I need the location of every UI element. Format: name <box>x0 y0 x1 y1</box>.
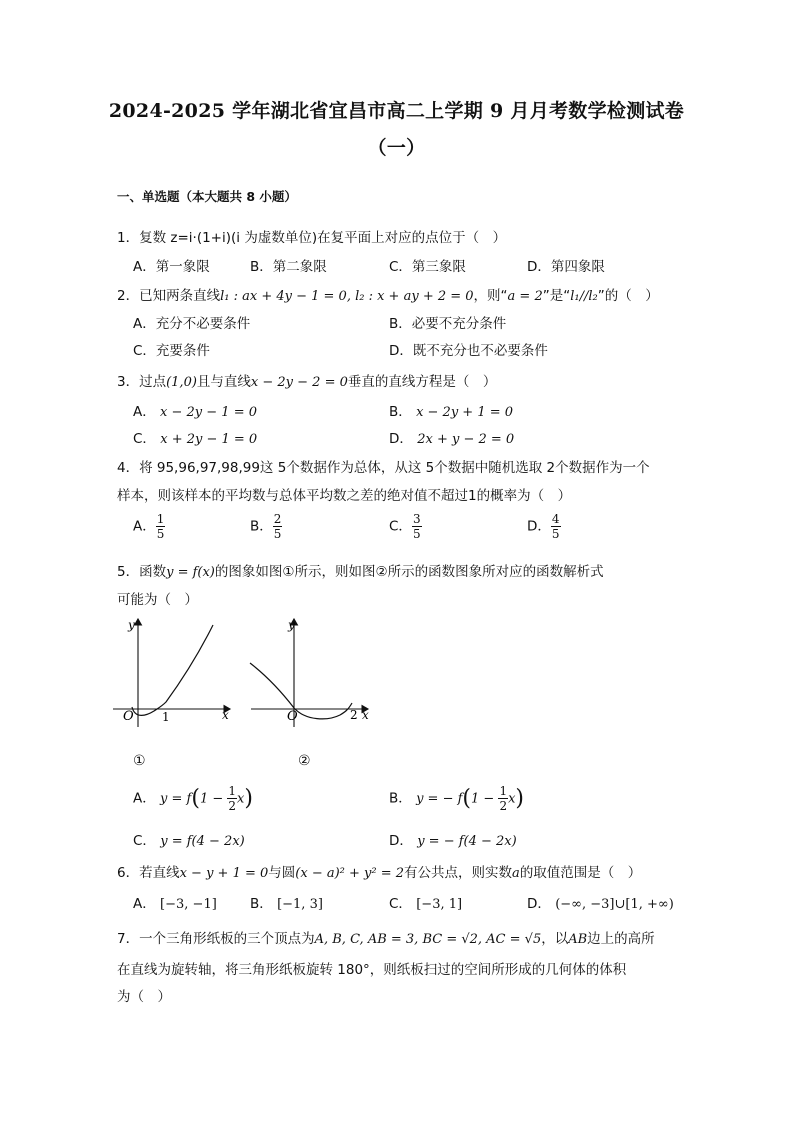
denominator: 5 <box>273 527 282 541</box>
question-3-option-a <box>133 400 257 420</box>
question-1-option-a: A．第一象限 <box>133 259 210 275</box>
q2-text: 2．已知两条直线 <box>117 288 221 304</box>
question-6-option-a <box>133 892 217 912</box>
q5-text: 5．函数 <box>117 564 167 580</box>
option-math: x <box>508 791 516 807</box>
option-label: B． <box>389 404 412 420</box>
figure-1-graph <box>110 615 235 730</box>
question-2-option-d: D．既不充分也不必要条件 <box>389 343 548 359</box>
option-math: 2x + y − 2 = 0 <box>417 432 515 447</box>
q2-text: ”的（ ） <box>597 288 659 304</box>
option-label: C． <box>133 431 156 447</box>
question-1-option-d: D．第四象限 <box>527 259 605 275</box>
function-curve <box>132 625 213 715</box>
option-label: A． <box>133 790 156 807</box>
question-4-option-d <box>527 512 561 541</box>
fraction <box>156 512 166 541</box>
option-math: y = − f(4 − 2x) <box>417 834 517 849</box>
option-label: D． <box>527 518 551 535</box>
fraction <box>273 512 283 541</box>
option-label: C． <box>389 896 412 912</box>
question-3-option-b <box>389 400 513 420</box>
option-math: [−3, −1] <box>160 897 217 912</box>
question-3-stem <box>117 370 496 390</box>
origin-label: O <box>123 709 134 724</box>
question-5-option-c <box>133 829 245 849</box>
question-3-option-d <box>389 427 514 447</box>
y-axis-label: y <box>128 618 135 632</box>
option-math: y = f <box>160 791 192 807</box>
x-axis-label: x <box>362 708 369 722</box>
q3-point-math: (1,0) <box>166 375 197 390</box>
q7-text: ，以 <box>541 931 569 947</box>
question-5-option-a <box>133 784 253 813</box>
question-7-stem-line-3: 为（ ） <box>117 989 171 1005</box>
option-math: [−1, 3] <box>277 897 323 912</box>
question-1-stem: 1．复数 z=i·(1+i)(i 为虚数单位)在复平面上对应的点位于（ ） <box>117 230 507 246</box>
question-1-option-c: C．第三象限 <box>389 259 466 275</box>
q7-triangle-math: A, B, C, AB = 3, BC = √2, AC = √5 <box>314 932 542 947</box>
q2-lines-math: l₁ : ax + 4y − 1 = 0, l₂ : x + ay + 2 = 0 <box>220 289 474 304</box>
q6-text: 的取值范围是（ ） <box>519 865 642 881</box>
numerator: 3 <box>412 512 421 526</box>
paren: ( <box>191 786 200 811</box>
q7-text: 7．一个三角形纸板的三个顶点为 <box>117 931 315 947</box>
question-4-option-a <box>133 512 165 541</box>
question-5-option-d <box>389 829 517 849</box>
section-heading: 一、单选题（本大题共 8 小题） <box>117 189 297 204</box>
q2-text: ，则“ <box>473 288 508 304</box>
option-math: [−3, 1] <box>416 897 463 912</box>
q6-text: 6．若直线 <box>117 865 180 881</box>
q7-edge-math: AB <box>568 932 588 947</box>
q3-text: 且与直线 <box>196 374 251 390</box>
option-label: C． <box>133 833 156 849</box>
origin-label: O <box>287 709 298 724</box>
figure-1-label: ① <box>133 753 146 769</box>
option-label: B． <box>389 790 412 807</box>
question-4-stem-line-2: 样本，则该样本的平均数与总体平均数之差的绝对值不超过1的概率为（ ） <box>117 488 572 504</box>
question-6-stem <box>117 861 641 881</box>
question-3-option-c <box>133 427 257 447</box>
exam-title-subtitle: （一） <box>367 137 426 159</box>
question-1-option-b: B．第二象限 <box>250 259 327 275</box>
question-5-stem <box>117 560 604 580</box>
option-math: (−∞, −3]∪[1, +∞) <box>555 897 674 912</box>
question-6-option-d <box>527 892 674 912</box>
q2-text: ”是“ <box>542 288 571 304</box>
paren: ( <box>462 786 471 811</box>
paren: ) <box>244 786 253 811</box>
q3-text: 3．过点 <box>117 374 167 390</box>
fraction <box>551 512 561 541</box>
option-label: D． <box>389 431 413 447</box>
question-2-option-c: C．充要条件 <box>133 343 210 359</box>
question-7-stem <box>117 927 655 947</box>
figure-2-label: ② <box>298 753 311 769</box>
question-4-option-b <box>250 512 282 541</box>
x-tick-label: 1 <box>162 710 170 724</box>
denominator: 5 <box>412 527 421 541</box>
numerator: 4 <box>551 512 560 526</box>
numerator: 1 <box>499 784 508 798</box>
question-4-stem-line-1: 4．将 95,96,97,98,99这 5个数据作为总体，从这 5个数据中随机选取 2个数据作为一个 <box>117 460 650 476</box>
option-math: x + 2y − 1 = 0 <box>160 432 258 447</box>
q5-text: 的图象如图①所示，则如图②所示的函数图象所对应的函数解析式 <box>214 564 604 580</box>
option-label: B． <box>250 896 273 912</box>
question-2-stem <box>117 284 659 304</box>
paren: ) <box>515 786 525 811</box>
question-2-option-b: B．必要不充分条件 <box>389 316 507 332</box>
question-6-option-c <box>389 892 462 912</box>
option-label: C． <box>389 518 412 535</box>
figure-2-graph <box>248 615 373 730</box>
numerator: 1 <box>156 512 165 526</box>
option-label: D． <box>527 896 551 912</box>
question-4-option-c <box>389 512 422 541</box>
question-7-stem-line-2: 在直线为旋转轴，将三角形纸板旋转 180°，则纸板扫过的空间所形成的几何体的体积 <box>117 962 627 978</box>
denominator: 2 <box>499 799 508 813</box>
q2-parallel-math: l₁//l₂ <box>570 289 598 304</box>
question-6-option-b <box>250 892 323 912</box>
fraction <box>227 784 237 813</box>
option-math: y = − f <box>416 791 463 807</box>
function-curve <box>250 663 352 719</box>
q6-text: 与圆 <box>268 865 296 881</box>
option-math: 1 − <box>199 791 228 807</box>
q6-variable-math: a <box>512 866 520 881</box>
option-label: A． <box>133 518 156 535</box>
option-label: A． <box>133 404 156 420</box>
option-label: A． <box>133 896 156 912</box>
q7-text: 边上的高所 <box>587 931 655 947</box>
numerator: 1 <box>228 784 237 798</box>
option-math: x − 2y − 1 = 0 <box>160 405 258 420</box>
question-5-option-b <box>389 784 524 813</box>
option-math: x − 2y + 1 = 0 <box>416 405 514 420</box>
q6-circle-math: (x − a)² + y² = 2 <box>295 866 405 881</box>
option-label: B． <box>250 518 273 535</box>
option-math: 1 − <box>471 791 499 807</box>
denominator: 5 <box>551 527 560 541</box>
question-2-option-a: A．充分不必要条件 <box>133 316 251 332</box>
option-label: D． <box>389 833 413 849</box>
q3-text: 垂直的直线方程是（ ） <box>347 374 497 390</box>
fraction <box>498 784 508 813</box>
option-math: y = f(4 − 2x) <box>160 834 245 849</box>
y-axis-label: y <box>288 618 295 632</box>
q6-line-math: x − y + 1 = 0 <box>179 866 269 881</box>
x-tick-label: 2 <box>350 708 358 722</box>
fraction <box>412 512 422 541</box>
option-math: x <box>237 791 245 807</box>
denominator: 5 <box>156 527 165 541</box>
question-5-stem-line-2: 可能为（ ） <box>117 592 198 608</box>
q3-line-math: x − 2y − 2 = 0 <box>250 375 348 390</box>
x-axis-label: x <box>222 708 229 722</box>
q5-function-math: y = f(x) <box>166 565 215 580</box>
denominator: 2 <box>228 799 237 813</box>
numerator: 2 <box>273 512 282 526</box>
q2-condition-math: a = 2 <box>507 289 543 304</box>
exam-title: 2024-2025 学年湖北省宜昌市高二上学期 9 月月考数学检测试卷 <box>108 100 685 122</box>
q6-text: 有公共点，则实数 <box>404 865 513 881</box>
